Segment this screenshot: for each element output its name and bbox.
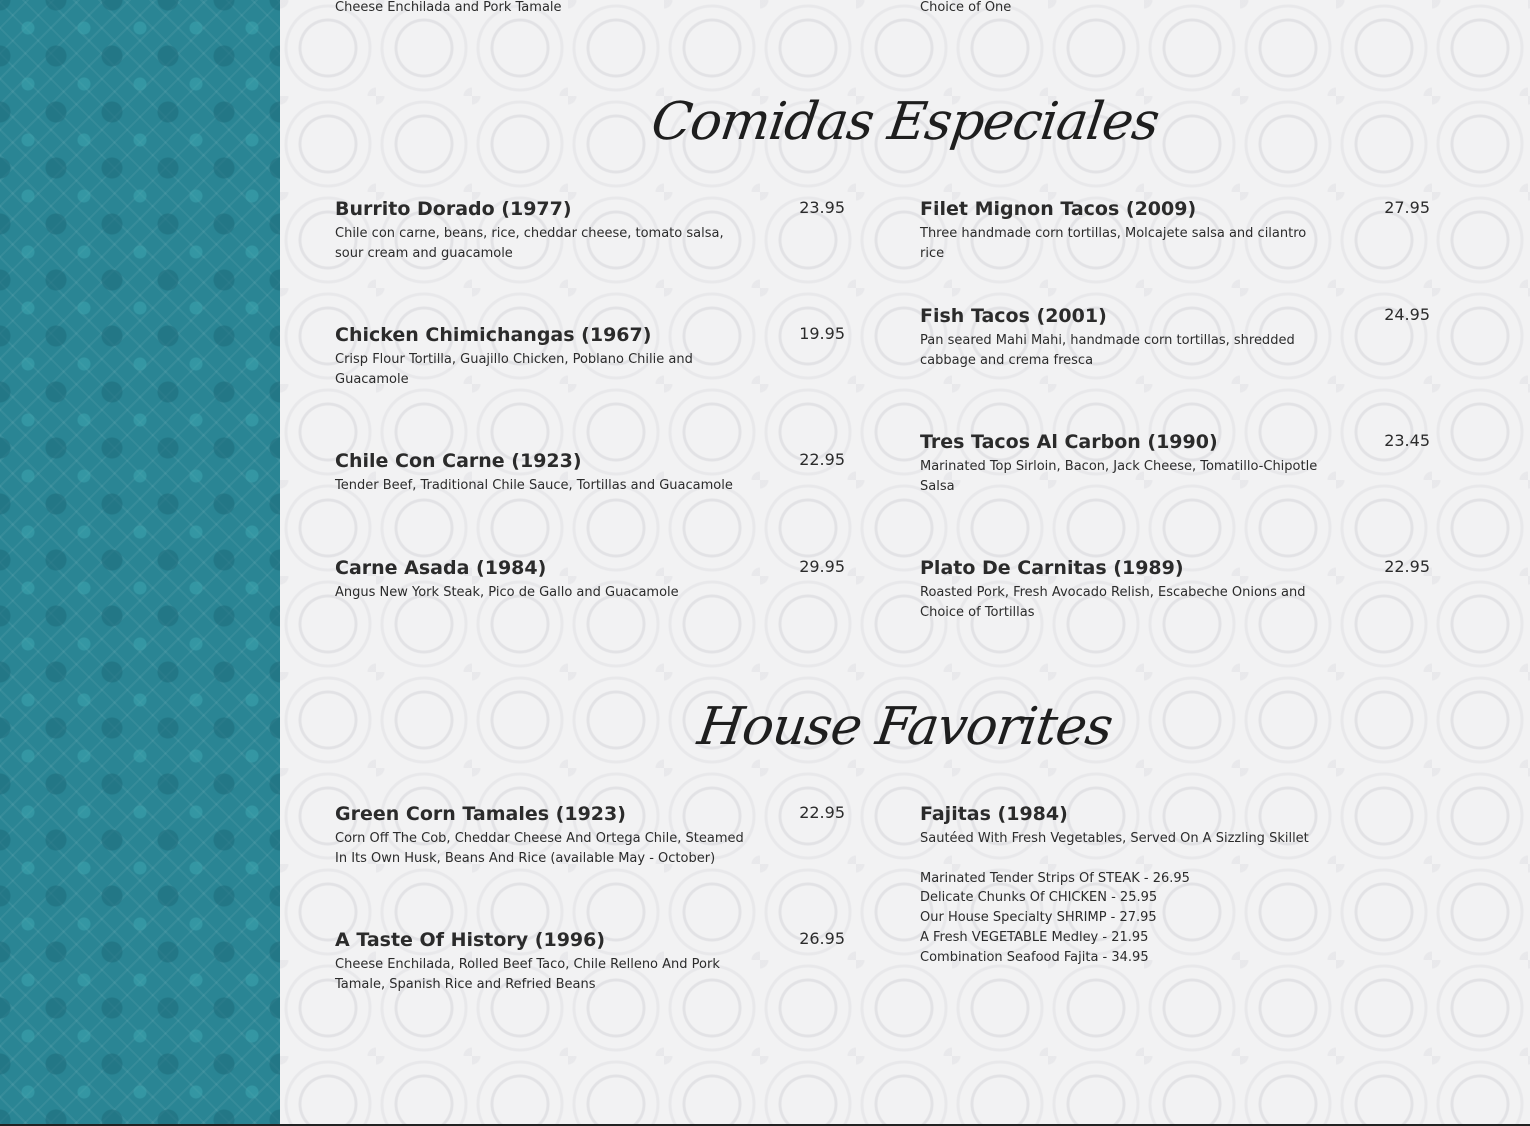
section-heading-comidas-especiales: Comidas Especiales [647,92,1163,152]
item-description: Choice of One [920,0,1012,15]
teal-patterned-sidebar [0,0,280,1124]
menu-item-price: 22.95 [799,803,845,822]
menu-item-title: Chile Con Carne (1923) [335,450,582,472]
menu-item-title: Fish Tacos (2001) [920,305,1107,327]
menu-item [335,324,745,390]
menu-item-title: Chicken Chimichangas (1967) [335,324,652,346]
menu-item-price: 22.95 [1384,557,1430,576]
menu-item-title: Filet Mignon Tacos (2009) [920,198,1197,220]
menu-item [335,450,745,496]
menu-item [335,803,745,869]
menu-item-title: Fajitas (1984) [920,803,1068,825]
menu-item-title: A Taste Of History (1996) [335,929,606,951]
section-heading-house-favorites: House Favorites [694,697,1116,757]
menu-item [335,557,745,603]
menu-item-price: 24.95 [1384,305,1430,324]
menu-item-description: Pan seared Mahi Mahi, handmade corn tortillas, shredded cabbage and crema fresca [920,333,1295,368]
menu-item-title: Tres Tacos Al Carbon (1990) [920,431,1218,453]
menu-item [920,305,1330,371]
menu-item-description: Corn Off The Cob, Cheddar Cheese And Ortega Chile, Steamed In Its Own Husk, Beans And Rice (available May - October) [335,831,744,866]
menu-item [920,557,1330,623]
menu-item-description: Cheese Enchilada, Rolled Beef Taco, Chile Relleno And Pork Tamale, Spanish Rice and Refried Beans [335,957,720,992]
menu-item-title: Burrito Dorado (1977) [335,198,572,220]
menu-item-description: Roasted Pork, Fresh Avocado Relish, Escabeche Onions and Choice of Tortillas [920,585,1306,620]
menu-item-description: Sautéed With Fresh Vegetables, Served On A Sizzling Skillet Marinated Tender Strips Of STEAK - 26.95 Delicate Chunks Of CHICKEN - 25.95 Our House Specialty SHRIMP - 27.95 A Fresh VEGETABLE Medley - 21.95 Combination Seafood Fajita - 34.95 [920,831,1309,965]
menu-item-title: Green Corn Tamales (1923) [335,803,626,825]
menu-item-description: Three handmade corn tortillas, Molcajete salsa and cilantro rice [920,226,1307,261]
menu-item [335,929,745,995]
menu-item-description: Crisp Flour Tortilla, Guajillo Chicken, Poblano Chilie and Guacamole [335,352,693,387]
menu-item-title: Carne Asada (1984) [335,557,547,579]
menu-item-price: 23.45 [1384,431,1430,450]
item-description: Cheese Enchilada and Pork Tamale [335,0,562,15]
menu-item-price: 26.95 [799,929,845,948]
menu-item [920,198,1330,264]
menu-item-price: 29.95 [799,557,845,576]
menu-item [920,803,1330,968]
menu-item-price: 22.95 [799,450,845,469]
menu-item-price: 27.95 [1384,198,1430,217]
menu-item [920,431,1330,497]
menu-item-price: 19.95 [799,324,845,343]
menu-item-description: Tender Beef, Traditional Chile Sauce, Tortillas and Guacamole [335,478,733,493]
menu-item [335,198,745,264]
menu-item-description: Chile con carne, beans, rice, cheddar cheese, tomato salsa, sour cream and guacamole [335,226,724,261]
menu-item-price: 23.95 [799,198,845,217]
menu-item-title: Plato De Carnitas (1989) [920,557,1184,579]
menu-item-description: Angus New York Steak, Pico de Gallo and Guacamole [335,585,679,600]
menu-item-description: Marinated Top Sirloin, Bacon, Jack Cheese, Tomatillo-Chipotle Salsa [920,459,1318,494]
